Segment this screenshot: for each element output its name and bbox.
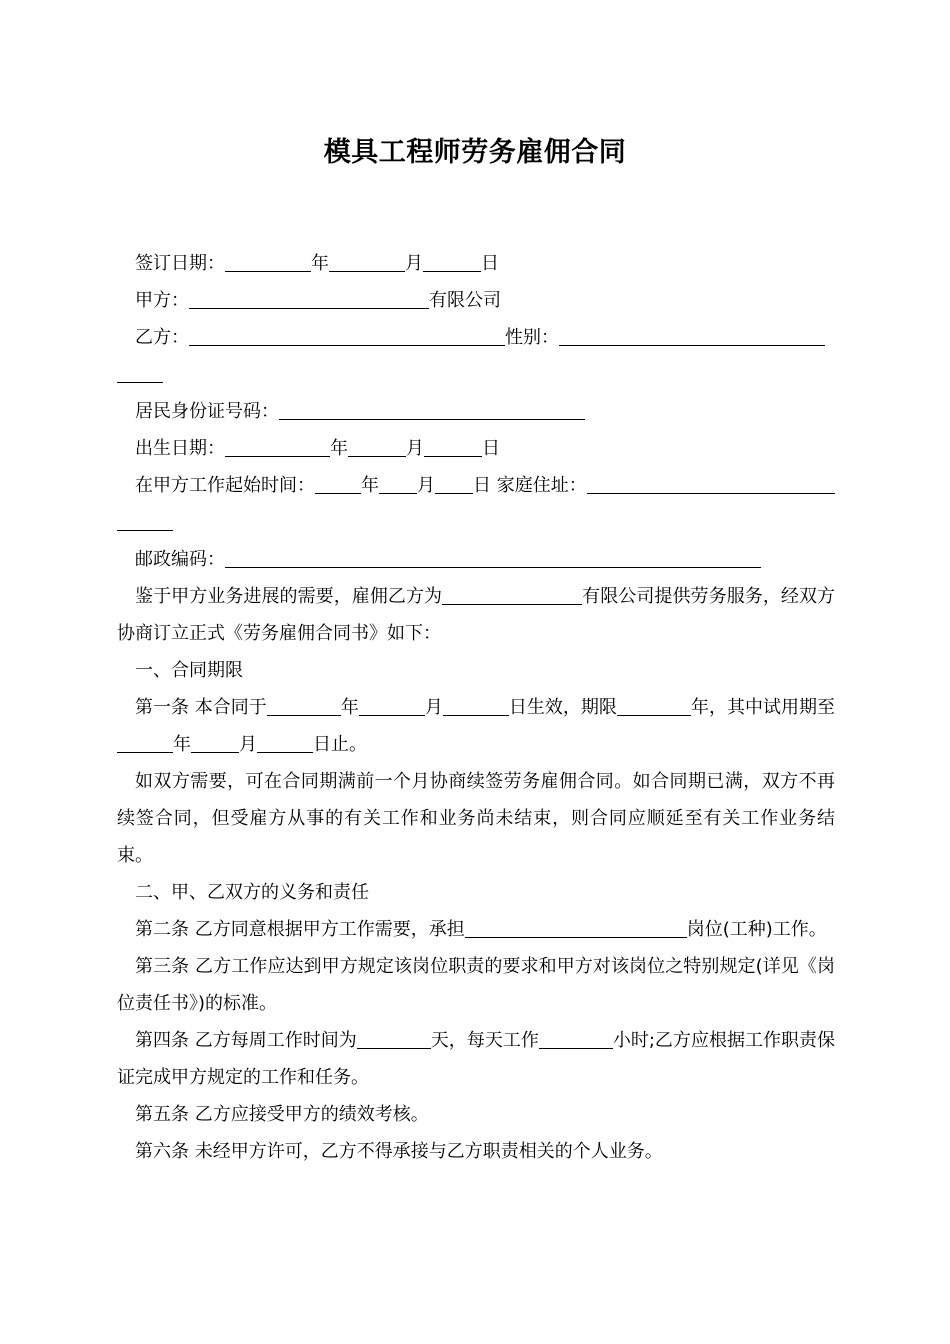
contract-body — [117, 245, 835, 1170]
article-1 — [117, 689, 835, 763]
company-name-blank[interactable] — [442, 586, 582, 605]
article-2 — [117, 911, 835, 948]
sign-month-blank[interactable] — [329, 253, 405, 272]
id-label: 居民身份证号码： — [135, 401, 279, 422]
postcode-blank[interactable] — [225, 549, 761, 568]
art1-month-label: 月 — [424, 697, 443, 718]
postcode-label: 邮政编码： — [135, 549, 225, 570]
art2-text-a: 第二条 乙方同意根据甲方工作需要，承担 — [135, 919, 465, 940]
day-label: 日 — [482, 438, 500, 459]
birth-line — [117, 430, 835, 467]
article-6: 第六条 未经甲方许可，乙方不得承接与乙方职责相关的个人业务。 — [135, 1141, 663, 1162]
intro-text-2: 有限公司提供劳务服务，经双方协商订立正式《劳务雇佣合同书》如下： — [117, 586, 836, 644]
document-title: 模具工程师劳务雇佣合同 — [323, 137, 627, 168]
intro-text-1: 鉴于甲方业务进展的需要，雇佣乙方为 — [135, 586, 443, 607]
article-5: 第五条 乙方应接受甲方的绩效考核。 — [135, 1104, 429, 1125]
start-year-blank[interactable] — [315, 475, 361, 494]
sign-date-label: 签订日期： — [135, 253, 225, 274]
start-month-blank[interactable] — [379, 475, 417, 494]
birth-year-blank[interactable] — [225, 438, 330, 457]
address-blank-continued[interactable] — [117, 512, 173, 531]
address-label: 家庭住址： — [496, 475, 587, 496]
postcode-line — [117, 541, 835, 578]
position-blank[interactable] — [465, 919, 687, 938]
art1-year-blank[interactable] — [267, 697, 341, 716]
address-blank[interactable] — [587, 475, 835, 494]
id-blank[interactable] — [279, 401, 585, 420]
company-suffix: 有限公司 — [429, 290, 501, 311]
art1-trial-month-blank[interactable] — [191, 734, 239, 753]
party-a-blank[interactable] — [189, 290, 429, 309]
sign-year-blank[interactable] — [225, 253, 311, 272]
party-a-line — [117, 282, 835, 319]
days-blank[interactable] — [357, 1030, 431, 1049]
art1-year-label: 年 — [340, 697, 359, 718]
day-label: 日 — [481, 253, 499, 274]
art1-month-blank[interactable] — [359, 697, 425, 716]
art1-term-blank[interactable] — [617, 697, 691, 716]
year-label: 年 — [330, 438, 348, 459]
gender-blank[interactable] — [559, 327, 825, 346]
birth-day-blank[interactable] — [424, 438, 482, 457]
art1-text-c: 年，其中试用期至 — [690, 697, 836, 718]
party-a-label: 甲方： — [135, 290, 189, 311]
article-4 — [117, 1022, 835, 1096]
art4-text-c: 小时;乙方应根据工作职责保证完成甲方规定的工作和任务。 — [117, 1030, 835, 1088]
party-b-label: 乙方： — [135, 327, 189, 348]
month-label: 月 — [417, 475, 435, 496]
month-label: 月 — [406, 438, 424, 459]
section1-heading: 一、合同期限 — [135, 660, 243, 681]
art1-trial-year-blank[interactable] — [117, 734, 173, 753]
art1-text-a: 第一条 本合同于 — [135, 697, 267, 718]
id-line — [117, 393, 835, 430]
gender-blank-continued[interactable] — [117, 364, 163, 383]
art1-trial-month-label: 月 — [239, 734, 257, 755]
art1-trial-day-blank[interactable] — [257, 734, 313, 753]
intro-paragraph — [117, 578, 835, 652]
birth-label: 出生日期： — [135, 438, 225, 459]
art1-day-blank[interactable] — [443, 697, 509, 716]
art2-text-b: 岗位(工种)工作。 — [686, 919, 827, 940]
article-3: 第三条 乙方工作应达到甲方规定该岗位职责的要求和甲方对该岗位之特别规定(详见《岗位责任书》)的标准。 — [117, 956, 835, 1014]
birth-month-blank[interactable] — [348, 438, 406, 457]
year-label: 年 — [361, 475, 379, 496]
start-time-line — [117, 467, 835, 504]
section2-heading: 二、甲、乙双方的义务和责任 — [135, 882, 369, 903]
day-label: 日 — [473, 475, 491, 496]
start-time-label: 在甲方工作起始时间： — [135, 475, 315, 496]
year-label: 年 — [311, 253, 329, 274]
gender-label: 性别： — [505, 327, 559, 348]
art4-text-a: 第四条 乙方每周工作时间为 — [135, 1030, 357, 1051]
sign-day-blank[interactable] — [423, 253, 481, 272]
art1-text-b: 日生效，期限 — [508, 697, 617, 718]
renewal-paragraph: 如双方需要，可在合同期满前一个月协商续签劳务雇佣合同。如合同期已满，双方不再续签合同，但受雇方从事的有关工作和业务尚未结束，则合同应顺延至有关工作业务结束。 — [117, 771, 835, 866]
party-b-continuation — [117, 356, 835, 393]
art4-text-b: 天，每天工作 — [430, 1030, 539, 1051]
party-b-blank[interactable] — [189, 327, 505, 346]
sign-date-line — [117, 245, 835, 282]
party-b-line — [117, 319, 835, 356]
art1-trial-year-label: 年 — [173, 734, 191, 755]
address-continuation — [117, 504, 835, 541]
start-day-blank[interactable] — [435, 475, 473, 494]
month-label: 月 — [405, 253, 423, 274]
art1-text-end: 日止。 — [313, 734, 367, 755]
hours-blank[interactable] — [539, 1030, 613, 1049]
